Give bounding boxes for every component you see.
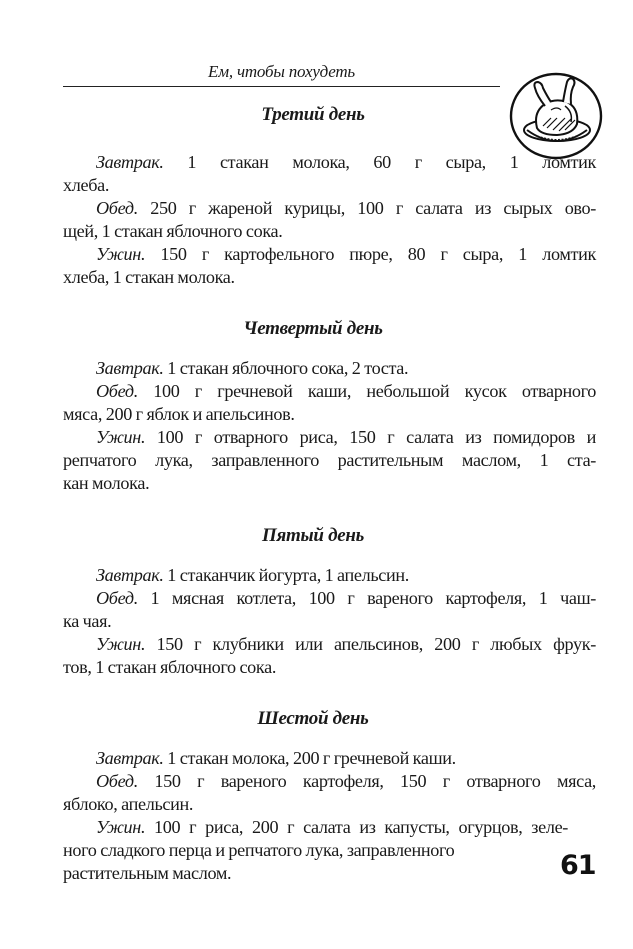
- meal-label: Ужин.: [96, 427, 146, 447]
- meal-label: Завтрак.: [96, 565, 164, 585]
- meal-lunch: [63, 380, 596, 426]
- meal-label: Обед.: [96, 198, 138, 218]
- meal-label: Обед.: [96, 771, 138, 791]
- meal-line: Ужин. 150 г клубники или апельсинов, 200 г любых фрук-: [96, 634, 596, 654]
- meal-line: ного сладкого перца и репчатого лука, заправленного: [63, 840, 455, 861]
- meal-label: Завтрак.: [96, 152, 164, 172]
- meal-label: Ужин.: [96, 634, 146, 654]
- meal-line: Завтрак. 1 стакан молока, 200 г гречневой каши.: [96, 748, 456, 768]
- meal-line: кан молока.: [63, 473, 150, 494]
- meal-line: растительным маслом.: [63, 863, 232, 884]
- meal-line: Завтрак. 1 стакан яблочного сока, 2 тоста.: [96, 358, 409, 378]
- meal-line: Ужин. 100 г риса, 200 г салата из капусты, огурцов, зеле-: [96, 817, 568, 837]
- meal-label: Завтрак.: [96, 748, 164, 768]
- running-head: Ем, чтобы похудеть: [208, 62, 355, 81]
- meal-line: Обед. 250 г жареной курицы, 100 г салата из сырых ово-: [96, 198, 596, 218]
- meal-dinner: [63, 426, 596, 496]
- meal-line: яблоко, апельсин.: [63, 794, 194, 815]
- meal-breakfast: [63, 564, 596, 587]
- day-title: Четвертый день: [243, 318, 383, 339]
- meal-line: хлеба, 1 стакан молока.: [63, 267, 235, 288]
- meal-line: Завтрак. 1 стакан молока, 60 г сыра, 1 ломтик: [96, 152, 596, 172]
- meal-dinner: [63, 243, 596, 289]
- meal-breakfast: [63, 151, 596, 197]
- meal-line: Обед. 150 г вареного картофеля, 150 г отварного мяса,: [96, 771, 596, 791]
- meal-line: Ужин. 150 г картофельного пюре, 80 г сыра, 1 ломтик: [96, 244, 596, 264]
- meal-line: хлеба.: [63, 175, 110, 196]
- day-title: Третий день: [261, 104, 365, 125]
- meal-line: ка чая.: [63, 611, 112, 632]
- meal-line: щей, 1 стакан яблочного сока.: [63, 221, 283, 242]
- meal-line: репчатого лука, заправленного растительным маслом, 1 ста-: [63, 450, 596, 471]
- meal-line: тов, 1 стакан яблочного сока.: [63, 657, 277, 678]
- meal-line: Завтрак. 1 стаканчик йогурта, 1 апельсин.: [96, 565, 409, 585]
- meal-line: Ужин. 100 г отварного риса, 150 г салата из помидоров и: [96, 427, 596, 447]
- meal-line: Обед. 100 г гречневой каши, небольшой кусок отварного: [96, 381, 596, 401]
- meal-lunch: [63, 770, 596, 816]
- meal-label: Ужин.: [96, 817, 146, 837]
- meal-lunch: [63, 587, 596, 633]
- page-number: 61: [560, 850, 596, 881]
- header-rule: [63, 86, 500, 87]
- meal-label: Завтрак.: [96, 358, 164, 378]
- meal-label: Обед.: [96, 588, 138, 608]
- meal-label: Обед.: [96, 381, 138, 401]
- meal-dinner: [63, 816, 568, 886]
- day-title: Пятый день: [262, 525, 364, 546]
- meal-label: Ужин.: [96, 244, 146, 264]
- day-title: Шестой день: [257, 708, 369, 729]
- meal-breakfast: [63, 747, 596, 770]
- meal-breakfast: [63, 357, 596, 380]
- meal-line: мяса, 200 г яблок и апельсинов.: [63, 404, 295, 425]
- meal-dinner: [63, 633, 596, 679]
- meal-line: Обед. 1 мясная котлета, 100 г вареного картофеля, 1 чаш-: [96, 588, 596, 608]
- meal-lunch: [63, 197, 596, 243]
